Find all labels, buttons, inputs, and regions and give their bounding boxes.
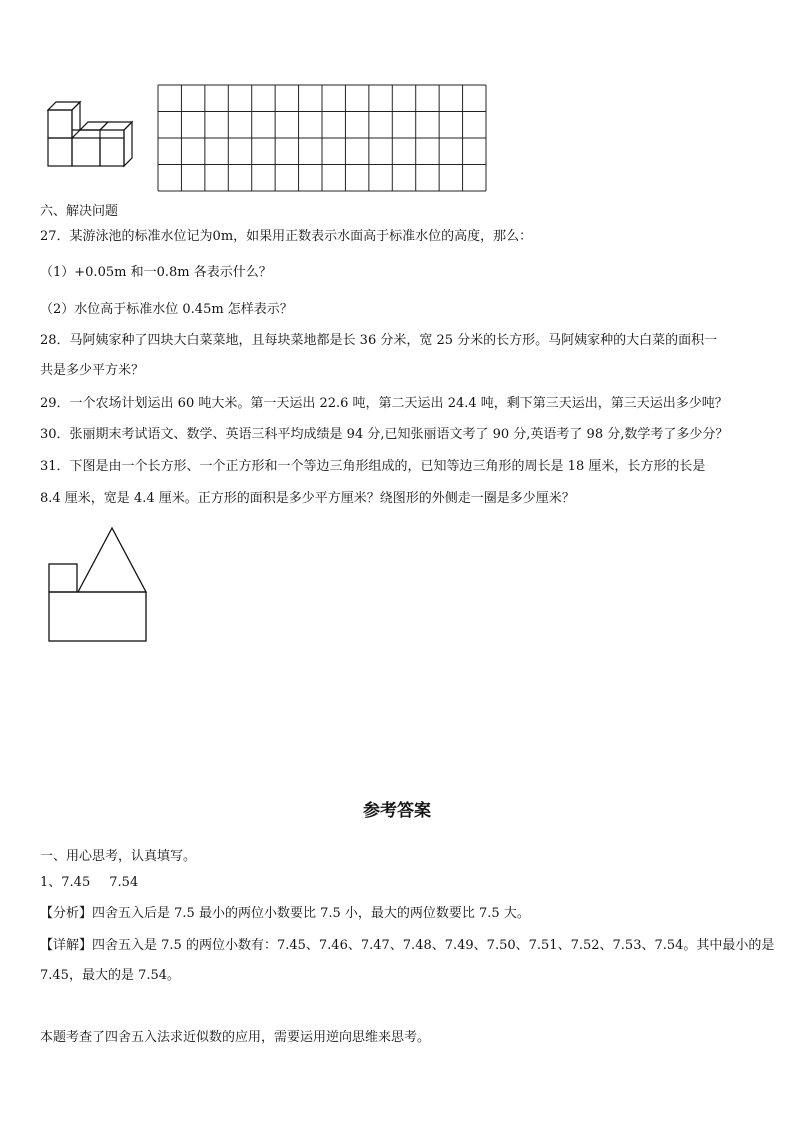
question-28-line-1: 28．马阿姨家种了四块大白菜菜地，且每块菜地都是长 36 分米，宽 25 分米的长方形。马阿姨家种的大白菜的面积一 [40, 333, 718, 348]
answer-1-value-1: 7.45 [61, 875, 91, 890]
section-heading: 六、解决问题 [40, 204, 119, 219]
detail-text: 四舍五入是 7.5 的两位小数有：7.45、7.46、7.47、7.48、7.49、7.50、7.51、7.52、7.53、7.54。其中最小的是 [92, 938, 775, 953]
cube-stack-figure [44, 98, 144, 178]
analysis-line [40, 905, 758, 923]
answer-1 [40, 874, 758, 892]
detail-line-2: 7.45，最大的是 7.54。 [40, 968, 181, 983]
question-27-part-2: （2）水位高于标准水位 0.45m 怎样表示？ [40, 302, 293, 317]
detail-tag: 【详解】 [40, 938, 93, 953]
question-29: 29．一个农场计划运出 60 吨大米。第一天运出 22.6 吨，第二天运出 24.4 吨，剩下第三天运出，第三天运出多少吨？ [40, 396, 728, 411]
composite-shape-figure [46, 524, 156, 644]
answer-summary: 本题考查了四舍五入法求近似数的应用，需要运用逆向思维来思考。 [40, 1030, 431, 1045]
answers-section-1: 一、用心思考，认真填写。 [40, 849, 197, 864]
detail-line-1 [40, 937, 775, 955]
grid-paper [157, 84, 487, 194]
answer-1-number: 1、 [40, 875, 62, 890]
analysis-tag: 【分析】 [40, 906, 93, 921]
question-27-part-1: （1）+0.05m 和一0.8m 各表示什么？ [40, 265, 272, 280]
question-28-line-2: 共是多少平方米？ [40, 363, 145, 378]
answer-1-value-2: 7.54 [109, 875, 139, 890]
question-31-line-1: 31．下图是由一个长方形、一个正方形和一个等边三角形组成的，已知等边三角形的周长是 18 厘米，长方形的长是 [40, 459, 706, 474]
question-27: 27．某游泳池的标准水位记为0m，如果用正数表示水面高于标准水位的高度，那么： [40, 229, 533, 244]
question-31-line-2: 8.4 厘米，宽是 4.4 厘米。正方形的面积是多少平方厘米？绕图形的外侧走一圈是多少厘米？ [40, 491, 575, 506]
question-30: 30．张丽期末考试语文、数学、英语三科平均成绩是 94 分,已知张丽语文考了 90 分,英语考了 98 分,数学考了多少分？ [40, 427, 729, 442]
answers-title: 参考答案 [363, 801, 431, 821]
analysis-text: 四舍五入后是 7.5 最小的两位小数要比 7.5 小，最大的两位数要比 7.5 大。 [92, 906, 530, 921]
